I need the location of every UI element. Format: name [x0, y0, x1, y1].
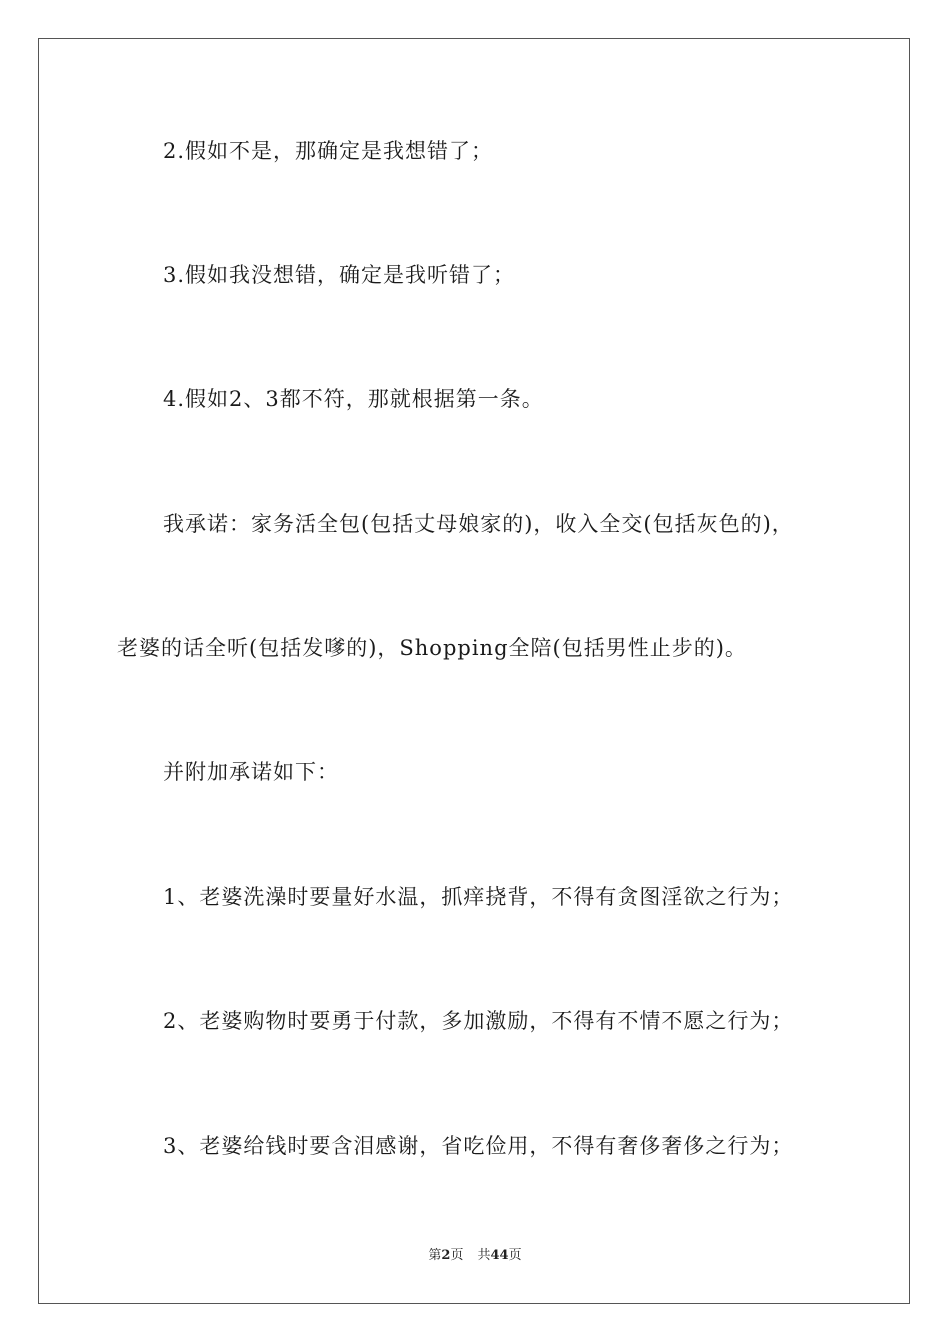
paragraph-6: 并附加承诺如下： — [163, 760, 339, 784]
paragraph-2: 3.假如我没想错，确定是我听错了； — [163, 263, 516, 287]
paragraph-1: 2.假如不是，那确定是我想错了； — [163, 139, 494, 163]
page-footer — [0, 1248, 950, 1264]
paragraph-4: 我承诺：家务活全包(包括丈母娘家的)，收入全交(包括灰色的)， — [163, 512, 794, 536]
page-border — [38, 38, 910, 1304]
paragraph-5: 老婆的话全听(包括发嗲的)，Shopping全陪(包括男性止步的)。 — [117, 636, 747, 660]
paragraph-9: 3、老婆给钱时要含泪感谢，省吃俭用，不得有奢侈奢侈之行为； — [163, 1134, 794, 1158]
paragraph-8: 2、老婆购物时要勇于付款，多加激励，不得有不情不愿之行为； — [163, 1009, 794, 1033]
page-number: 第2页 — [428, 1248, 464, 1263]
page-total: 共44页 — [477, 1248, 522, 1263]
paragraph-7: 1、老婆洗澡时要量好水温，抓痒挠背，不得有贪图淫欲之行为； — [163, 885, 794, 909]
paragraph-3: 4.假如2、3都不符，那就根据第一条。 — [163, 387, 544, 411]
